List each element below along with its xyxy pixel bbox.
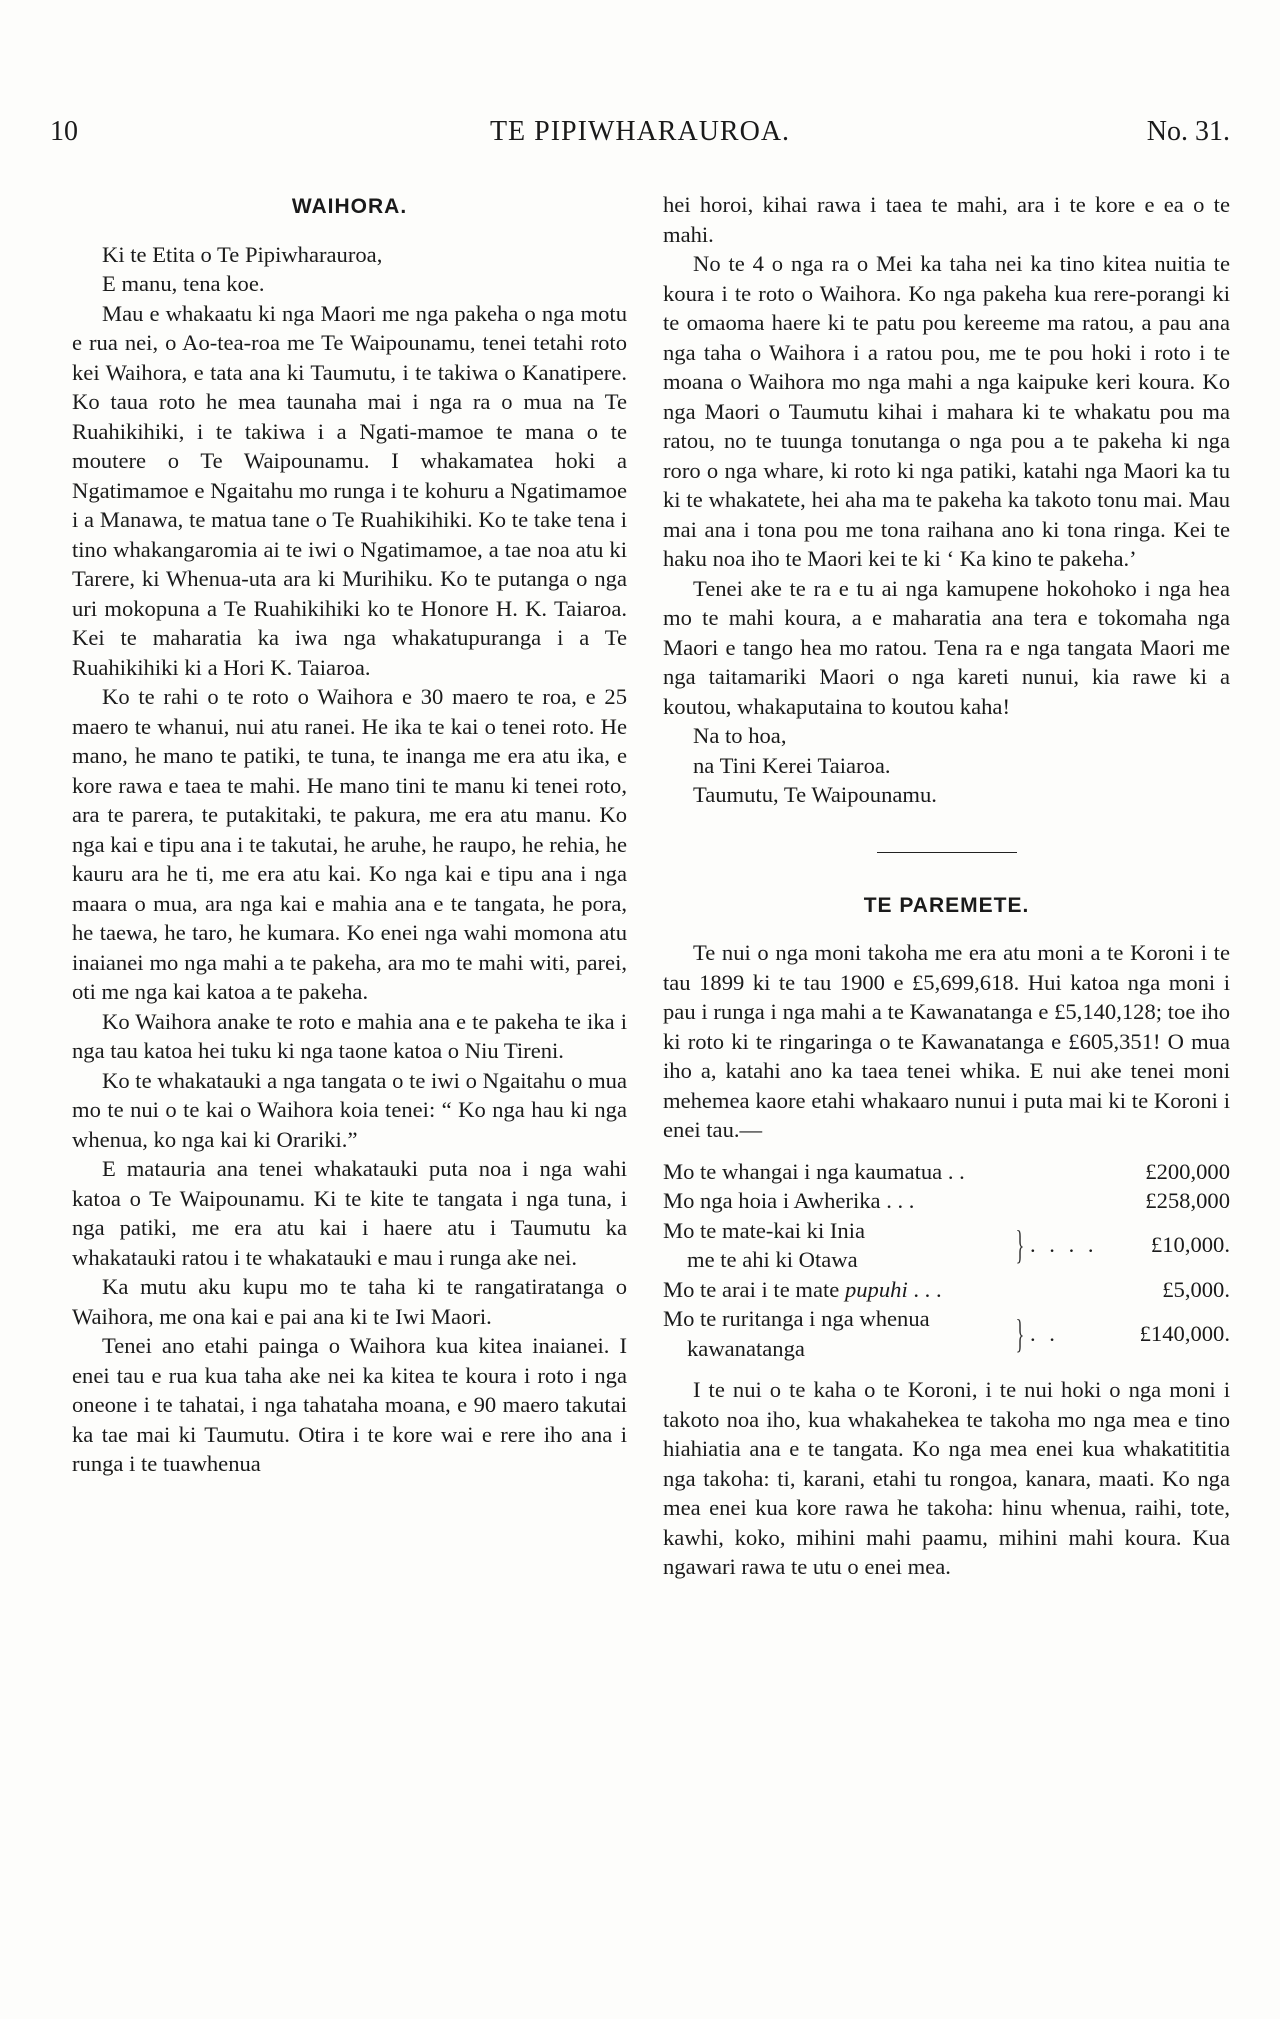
right-column (663, 190, 1230, 1582)
paragraph: Ko te whakatauki a nga tangata o te iwi o Ngaitahu o mua mo te nui o te kai o Waihora koia tenei: “ Ko nga hau ki nga whenua, ko nga kai ki Orariki.” (72, 1067, 627, 1152)
greeting: E manu, tena koe. (102, 271, 265, 296)
brace-glyph: } (1015, 1222, 1025, 1267)
budget-desc (663, 1275, 1100, 1305)
publication-title: TE PIPIWHARAUROA. (489, 116, 791, 147)
budget-row (663, 1186, 1230, 1216)
leader-dots: . . . . (1030, 1232, 1098, 1258)
section-divider (877, 852, 1017, 853)
paragraph: Tenei ano etahi painga o Waihora kua kitea inaianei. I enei tau e rua kua taha ake nei ka kitea te koura i roto i nga oneone i te tahatai, i nga tahataha moana, e 90 maero takutai ka tae mai ki Taumutu. Otira i te kore wai e rere iho ana i runga i te tuawhenua (72, 1333, 627, 1476)
budget-desc (663, 1304, 1010, 1363)
brace-glyph: } (1015, 1310, 1025, 1356)
signoff-place: Taumutu, Te Waipounamu. (693, 782, 937, 807)
budget-desc-italic: pupuhi (844, 1276, 908, 1302)
budget-row (663, 1157, 1230, 1187)
paragraph: I te nui o te kaha o te Koroni, i te nui hoki o nga moni i takoto noa iho, kua whakahekea te takoha mo nga mea e tino hiahiatia ana e te tangata. Ko nga mea enei kua whakatititia nga takoha: ti, karani, etahi tu rongoa, kanara, maati. Ko nga mea enei kua kore rawa he takoha: hinu whenua, raihi, tote, kawhi, koko, mihini mahi paamu, mihini mahi koura. Kua ngawari rawa te utu o enei mea. (663, 1377, 1230, 1579)
budget-desc-line: Mo te ruritanga i nga whenua (663, 1306, 930, 1331)
salutation: Ki te Etita o Te Pipiwharauroa, (102, 241, 383, 267)
issue-number: No. 31. (1146, 116, 1230, 147)
signoff-greeting: Na to hoa, (693, 723, 787, 748)
budget-amount: £10,000. (1150, 1232, 1230, 1258)
budget-desc-line: me te ahi ki Otawa (687, 1247, 858, 1272)
paragraph: No te 4 o nga ra o Mei ka taha nei ka tino kitea nuitia te koura i te roto o Waihora. Ko nga pakeha kua rere-porangi ki te omaoma haere ki te patu pou kereeme ma ratou, a pau ana nga taha o Waihora i a ratou pou, me te pou hoki i roto i te moana o Waihora mo nga mahi a nga kaipuke keri koura. Ko nga Maori o Taumutu kihai i mahara ki te whakatu pou ma ratou, no te tuunga tonutanga o nga pou a te pakeha ki nga roro o nga whare, ki roto ki nga patiki, katahi nga Maori ka tu ki te whakatete, hei aha ma te pakeha ka takoto tonu mai. Mau mai ana i tona pou me tona raihana ano ki tona ringa. Kei te haku noa iho te Maori kei te ki ‘ Ka kino te pakeha.’ (663, 251, 1230, 571)
article-heading-waihora: WAIHORA. (291, 195, 408, 218)
paragraph: E matauria ana tenei whakatauki puta noa i nga wahi katoa o Te Waipounamu. Ki te kite te tangata i nga tuna, i nga patiki, me era atu kai i haere atu i Taumutu ka whakatauki ratou i te whakatauki e mau i runga ake nei. (72, 1156, 627, 1270)
article-heading-paremete: TE PAREMETE. (863, 893, 1030, 917)
paragraph: Mau e whakaatu ki nga Maori me nga pakeha o nga motu e rua nei, o Ao-tea-roa me Te Waipounamu, tenei tetahi roto kei Waihora, e tata ana ki Taumutu, i te takiwa o Kanatipere. Ko taua roto he mea taunaha mai i nga ra o mua na Te Ruahikihiki, i te takiwa i a Ngati-mamoe te mana o te moutere o Te Waipounamu. I whakamatea hoki a Ngatimamoe e Ngaitahu mo runga i te kohuru a Ngatimamoe i a Manawa, te matua tane o Te Ruahikihiki. Ko te take tena i tino whakangaromia ai te iwi o Ngatimamoe, a tae noa atu ki Tarere, ki Whenua-uta ara ki Murihiku. Ko te putanga o nga uri mokopuna a Te Ruahikihiki ko te Honore H. K. Taiaroa. Kei te maharatia ka iwa nga whakatupuranga i a Te Ruahikihiki ki a Hori K. Taiaroa. (72, 300, 627, 680)
budget-desc-line: Mo te mate-kai ki Inia (663, 1217, 866, 1243)
budget-amount: £200,000 (1145, 1158, 1230, 1184)
signoff-author: na Tini Kerei Taiaroa. (693, 752, 891, 778)
paragraph: Tenei ake te ra e tu ai nga kamupene hokohoko i nga hea mo te mahi koura, a e maharatia ana tera e tokomaha nga Maori e tango hea mo ratou. Tena ra e nga tangata Maori me nga taitamariki Maori o nga kareti nunui, kia rawe ki a koutou, whakaputaina to koutou kaha! (663, 575, 1230, 719)
budget-desc: Mo te whangai i nga kaumatua . . (663, 1158, 965, 1184)
paragraph: Te nui o nga moni takoha me era atu moni a te Koroni i te tau 1899 ki te tau 1900 e £5,699,618. Hui katoa nga moni i pau i runga i nga mahi a te Kawanatanga e £5,140,128; toe iho ki roto ki te ringaringa o te Kawanatanga e £605,351! O mua iho a, katahi ano ka taea tenei whika. E nui ake tenei moni mehemea kaore etahi whakaaro nunui i puta mai ki te Koroni i enei tau.— (663, 940, 1230, 1142)
budget-desc: Mo nga hoia i Awherika . . . (663, 1188, 915, 1213)
leader-dots: . . (1030, 1320, 1059, 1346)
running-head (50, 116, 1230, 156)
budget-desc-text: Mo te arai i te mate (663, 1276, 840, 1302)
budget-desc (663, 1216, 1010, 1275)
budget-amount: £140,000. (1139, 1320, 1230, 1346)
budget-desc-line: kawanatanga (687, 1335, 805, 1361)
budget-row (663, 1304, 1230, 1363)
leader-dots: . . . (913, 1276, 942, 1302)
paragraph: Ka mutu aku kupu mo te taha ki te rangatiratanga o Waihora, me ona kai e pai ana ki te Iwi Maori. (72, 1274, 627, 1329)
paragraph: hei horoi, kihai rawa i taea te mahi, ara i te kore e ea o te mahi. (663, 192, 1230, 247)
budget-row (663, 1216, 1230, 1275)
budget-row (663, 1275, 1230, 1305)
paragraph: Ko te rahi o te roto o Waihora e 30 maero te roa, e 25 maero te whanui, nui atu ranei. He ika te kai o tenei roto. He mano, he mano te patiki, te tuna, te inanga me era atu ika, e kore rawa e taea te mahi. He mano tini te manu ki tenei roto, ara te parera, te putakitaki, te pakura, me era atu manu. Ko nga kai e tipu ana i te takutai, he aruhe, he raupo, he rehia, he kauru ara he ti, me era atu kai. Ko nga kai e tipu ana i nga maara o mua, ara nga kai e mahia ana e te tangata, he pora, he taewa, he taro, he kumara. Ko enei nga wahi momona atu inaianei mo nga mahi a te pakeha, ara mo te mahi witi, parei, oti me nga kai katoa a te pakeha. (72, 684, 627, 1004)
budget-list (663, 1157, 1230, 1364)
left-column (72, 190, 627, 1479)
page-number: 10 (50, 116, 78, 147)
paragraph: Ko Waihora anake te roto e mahia ana e te pakeha te ika i nga tau katoa hei tuku ki nga taone katoa o Niu Tireni. (72, 1008, 627, 1063)
budget-amount: £5,000. (1162, 1276, 1230, 1302)
budget-amount: £258,000 (1145, 1188, 1230, 1213)
